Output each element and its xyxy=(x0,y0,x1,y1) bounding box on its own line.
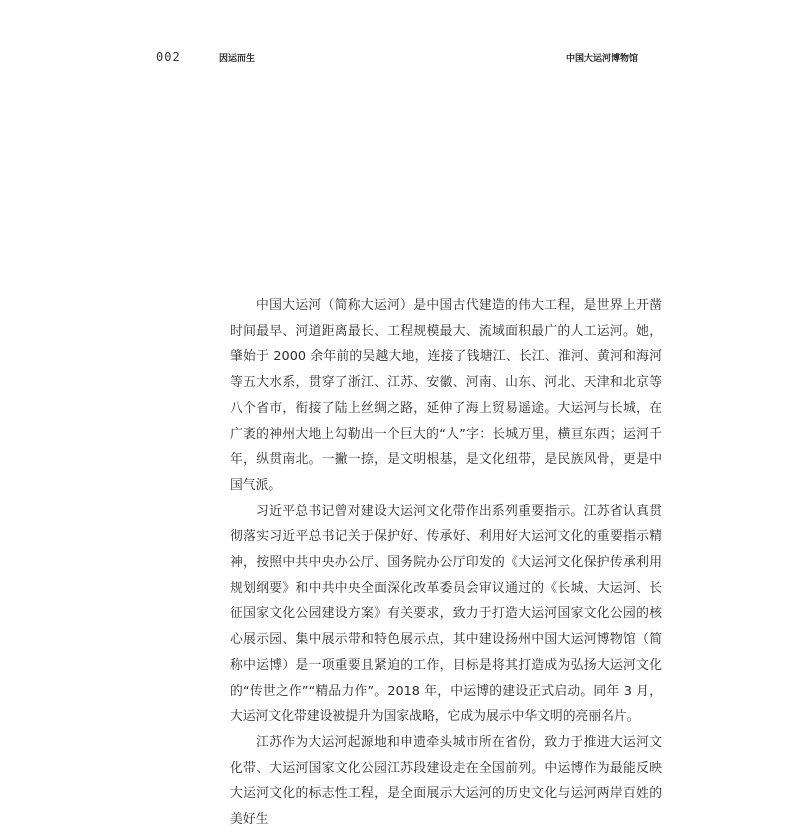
page-number: 002 xyxy=(156,50,181,64)
paragraph: 习近平总书记曾对建设大运河文化带作出系列重要指示。江苏省认真贯彻落实习近平总书记关于保护好、传承好、利用好大运河文化的重要指示精神，按照中共中央办公厅、国务院办公厅印发的《大运河文化保护传承利用规划纲要》和中共中央全面深化改革委员会审议通过的《长城、大运河、长征国家文化公园建设方案》有关要求，致力于打造大运河国家文化公园的核心展示园、集中展示带和特色展示点，其中建设扬州中国大运河博物馆（简称中运博）是一项重要且紧迫的工作，目标是将其打造成为弘扬大运河文化的“传世之作”“精品力作”。2018 年，中运博的建设正式启动。同年 3 月，大运河文化带建设被提升为国家战略，它成为展示中华文明的亮丽名片。 xyxy=(230,503,662,725)
running-header xyxy=(0,50,800,66)
paragraph: 江苏作为大运河起源地和申遗牵头城市所在省份，致力于推进大运河文化带、大运河国家文化公园江苏段建设走在全国前列。中运博作为最能反映大运河文化的标志性工程，是全面展示大运河的历史文化与运河两岸百姓的美好生 xyxy=(230,734,662,828)
paragraph: 中国大运河（简称大运河）是中国古代建造的伟大工程，是世界上开凿时间最早、河道距离最长、工程规模最大、流域面积最广的人工运河。她，肇始于 2000 余年前的吴越大地，连接了钱塘江、长江、淮河、黄河和海河等五大水系，贯穿了浙江、江苏、安徽、河南、山东、河北、天津和北京等八个省市，衔接了陆上丝绸之路，延伸了海上贸易遥途。大运河与长城，在广袤的神州大地上勾勒出一个巨大的“人”字：长城万里，横亘东西；运河千年，纵贯南北。一撇一捺，是文明根基，是文化纽带，是民族风骨，更是中国气派。 xyxy=(230,298,662,493)
section-title: 因运而生 xyxy=(219,54,256,64)
book-title: 中国大运河博物馆 xyxy=(565,54,638,64)
body-text xyxy=(230,293,662,833)
